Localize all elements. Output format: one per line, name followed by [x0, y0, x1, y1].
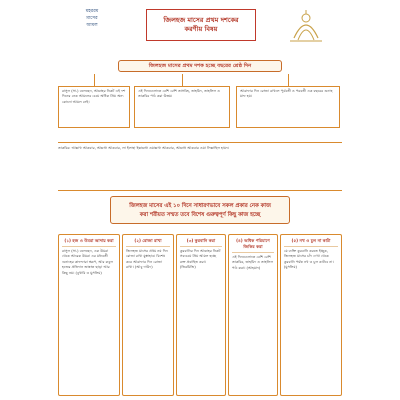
- divider: [232, 252, 274, 253]
- deed-column-4: [228, 234, 278, 396]
- info-box-1: রাসুল (সা.) বলেছেন, আল্লাহর নিকট এই দশ দিনের নেক আমলের চেয়ে অধিক প্রিয় অন্য কোনো আমল নেই।: [58, 86, 130, 128]
- divider: [126, 246, 170, 247]
- connector-line: [182, 74, 183, 86]
- document-header: [0, 0, 400, 50]
- header-line: আমল: [86, 23, 98, 28]
- divider: [58, 190, 342, 191]
- section1-banner: জিলহজ মাসের প্রথম দশক হচ্ছে বছরের শ্রেষ্ঠ দিন: [118, 60, 282, 72]
- title-box: [146, 9, 256, 41]
- deed-heading: (৫) নখ ও চুল না কাটা: [291, 238, 331, 243]
- deed-heading: (১) হজ ও উমরা আদায় করা: [64, 238, 114, 243]
- deed-text: যে ব্যক্তি কুরবানি করতে ইচ্ছুক, জিলহজ মাসের চাঁদ দেখা থেকে কুরবানি পর্যন্ত নখ ও চুল কাটবে না। (মুসলিম): [284, 249, 334, 270]
- page-subtitle: করণীয় বিষয়: [184, 25, 218, 33]
- header-line: মাসের: [86, 16, 98, 21]
- divider: [180, 246, 222, 247]
- divider: [284, 246, 338, 247]
- deed-column-2: [122, 234, 174, 396]
- deed-heading: (২) রোজা রাখা: [134, 238, 162, 243]
- header-calligraphy: [62, 8, 122, 29]
- divider: [62, 246, 116, 247]
- header-line: মহররম: [85, 9, 99, 14]
- page-title: জিলহজ মাসের প্রথম দশকের: [163, 16, 239, 24]
- deed-text: জিলহজ মাসের প্রথম নয় দিন রোজা রাখা মুস্তাহাব। বিশেষ করে আরাফার দিন রোজা রাখা। (আবু দাউদ): [126, 249, 168, 270]
- deed-text: কুরবানির দিন আল্লাহর নিকট সবচেয়ে প্রিয় আমল হচ্ছে রক্ত প্রবাহিত করা। (তিরমিজি): [180, 249, 221, 270]
- deed-text: রাসুল (সা.) বলেছেন, এক উমরা থেকে আরেক উমরা এর মধ্যবর্তী গুনাহের কাফফারা স্বরূপ, আর কবুল হজের প্রতিদান জান্নাত ছাড়া আর কিছু নয়। (বুখারি ও মুসলিম): [62, 249, 113, 275]
- deed-column-3: [176, 234, 226, 396]
- deed-heading: (৪) অধিক পরিমাণে জিকির করা: [236, 238, 270, 249]
- section2-banner: [110, 196, 290, 224]
- connector-line: [288, 74, 289, 86]
- deed-text: এই দিনগুলোতে বেশি বেশি তাকবির, তাহমিদ ও তাহলিল পাঠ করা। (আহমাদ): [232, 255, 274, 270]
- banner-line: জিলহজ মাসের এই ১০ দিনে সাধারণভাবে সকল প্রকার নেক কাজ: [129, 203, 271, 209]
- connector-line: [94, 74, 95, 86]
- deed-column-1: [58, 234, 120, 396]
- lantern-crescent-icon: [276, 6, 336, 46]
- divider: [58, 142, 342, 143]
- info-box-2: এই দিনগুলোতে বেশি বেশি তাসবিহ, তাহমিদ, তাহলিল ও তাকবির পাঠ করা উত্তম।: [134, 86, 230, 128]
- info-box-3: আরাফার দিন রোজা রাখলে পূর্ববর্তী ও পরবর্তী এক বছরের গুনাহ মাফ হয়।: [236, 86, 340, 128]
- deed-column-5: [280, 234, 342, 396]
- deed-heading: (৩) কুরবানি করা: [186, 238, 216, 243]
- banner-line: করা শরীয়ত সম্মত তবে বিশেষ গুরুত্বপূর্ণ কিছু কাজ হচ্ছে: [139, 211, 261, 218]
- takbir-note: তাকবির: আল্লাহু আকবার, আল্লাহু আকবার, লা ইলাহা ইল্লাল্লাহু ওয়াল্লাহু আকবার, আল্লাহু আকবার ওয়া লিল্লাহিল হামদ।: [58, 146, 230, 150]
